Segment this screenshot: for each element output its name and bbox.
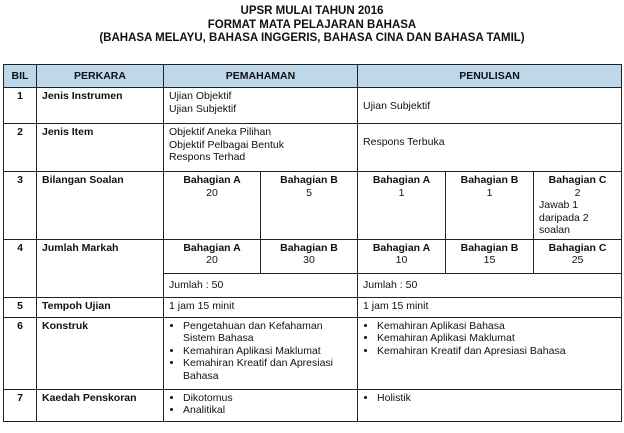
- penulisan-bahagian-a: [358, 172, 446, 240]
- pemahaman-cell: [164, 317, 358, 389]
- title-line-3: (BAHASA MELAYU, BAHASA INGGERIS, BAHASA CINA DAN BAHASA TAMIL): [99, 32, 525, 44]
- section-value: 15: [483, 254, 496, 266]
- list-item: • Kemahiran Kreatif dan Apresiasi Bahasa: [183, 357, 352, 382]
- row-label: Bilangan Soalan: [37, 172, 164, 240]
- section-label: Bahagian B: [280, 174, 338, 186]
- table-row: [4, 124, 622, 172]
- pemahaman-cell: [164, 389, 358, 421]
- header-penulisan: PENULISAN: [358, 65, 622, 88]
- section-value: 2: [574, 186, 581, 199]
- header-perkara: PERKARA: [37, 65, 164, 88]
- cell-line: Ujian Subjektif: [169, 102, 237, 115]
- section-label: Bahagian C: [548, 174, 607, 186]
- row-number: 5: [4, 297, 37, 317]
- bullet-list: [169, 320, 352, 383]
- row-label: Tempoh Ujian: [37, 297, 164, 317]
- penulisan-cell: [358, 317, 622, 389]
- row-label: Jumlah Markah: [37, 239, 164, 297]
- table-row: [4, 239, 622, 273]
- section-value: 1: [398, 186, 405, 199]
- pemahaman-bahagian-a: [164, 172, 261, 240]
- list-item: • Kemahiran Kreatif dan Apresiasi Bahasa: [377, 345, 616, 358]
- table-row: [4, 88, 622, 124]
- list-item: • Kemahiran Aplikasi Maklumat: [183, 345, 352, 358]
- row-number: 4: [4, 239, 37, 297]
- header-pemahaman: PEMAHAMAN: [164, 65, 358, 88]
- document-header: [0, 5, 624, 46]
- table-row: [4, 389, 622, 421]
- list-item: • Kemahiran Aplikasi Bahasa: [377, 320, 616, 333]
- penulisan-bahagian-c: [534, 239, 622, 273]
- penulisan-cell: Ujian Subjektif: [358, 88, 622, 124]
- table-row: [4, 317, 622, 389]
- section-label: Bahagian B: [460, 174, 519, 186]
- list-item: • Holistik: [377, 392, 616, 405]
- list-item: • Dikotomus: [183, 392, 352, 405]
- bullet-list: [363, 320, 616, 358]
- cell-line: Ujian Objektif: [169, 90, 232, 102]
- pemahaman-bahagian-a: [164, 239, 261, 273]
- title-line-1: UPSR MULAI TAHUN 2016: [240, 5, 384, 17]
- cell-line: Objektif Aneka Pilihan: [169, 126, 272, 138]
- pemahaman-cell: 1 jam 15 minit: [164, 297, 358, 317]
- row-label: Konstruk: [37, 317, 164, 389]
- section-value: 1: [486, 186, 493, 199]
- table-row: [4, 172, 622, 240]
- penulisan-bahagian-b: [446, 172, 534, 240]
- section-value: 25: [571, 254, 584, 266]
- section-value: 10: [395, 254, 408, 266]
- format-table: [3, 64, 622, 422]
- cell-line: Objektif Pelbagai Bentuk: [169, 138, 284, 151]
- section-value: 30: [303, 254, 315, 266]
- penulisan-total: Jumlah : 50: [358, 273, 622, 297]
- table-header-row: [4, 65, 622, 88]
- pemahaman-cell: [164, 88, 358, 124]
- list-item: • Kemahiran Aplikasi Maklumat: [377, 332, 616, 345]
- section-note: soalan: [539, 224, 570, 236]
- pemahaman-bahagian-b: [261, 239, 358, 273]
- section-note: daripada 2: [539, 211, 589, 224]
- penulisan-bahagian-c: [534, 172, 622, 240]
- cell-line: Respons Terhad: [169, 151, 246, 163]
- penulisan-bahagian-a: [358, 239, 446, 273]
- row-label: Kaedah Penskoran: [37, 389, 164, 421]
- section-note: Jawab 1: [539, 199, 579, 211]
- penulisan-cell: [358, 389, 622, 421]
- section-label: Bahagian B: [280, 241, 338, 254]
- title-line-2: FORMAT MATA PELAJARAN BAHASA: [207, 18, 417, 31]
- row-number: 7: [4, 389, 37, 421]
- pemahaman-bahagian-b: [261, 172, 358, 240]
- section-value: 20: [206, 254, 218, 266]
- section-label: Bahagian A: [372, 241, 431, 254]
- section-value: 20: [206, 186, 218, 199]
- penulisan-bahagian-b: [446, 239, 534, 273]
- section-label: Bahagian B: [460, 241, 519, 254]
- header-bil: BIL: [4, 65, 37, 88]
- table-row: [4, 297, 622, 317]
- section-label: Bahagian A: [183, 241, 241, 254]
- row-number: 3: [4, 172, 37, 240]
- bullet-list: [169, 392, 352, 417]
- row-number: 6: [4, 317, 37, 389]
- penulisan-cell: 1 jam 15 minit: [358, 297, 622, 317]
- penulisan-cell: Respons Terbuka: [358, 124, 622, 172]
- pemahaman-total: Jumlah : 50: [164, 273, 358, 297]
- section-label: Bahagian C: [548, 241, 607, 254]
- row-label: Jenis Item: [37, 124, 164, 172]
- pemahaman-cell: [164, 124, 358, 172]
- section-label: Bahagian A: [183, 174, 241, 186]
- bullet-list: [363, 392, 616, 405]
- row-number: 1: [4, 88, 37, 124]
- list-item: • Analitikal: [183, 404, 352, 417]
- section-value: 5: [306, 186, 312, 199]
- section-label: Bahagian A: [372, 174, 431, 186]
- row-label: Jenis Instrumen: [37, 88, 164, 124]
- row-number: 2: [4, 124, 37, 172]
- list-item: • Pengetahuan dan Kefahaman Sistem Bahasa: [183, 320, 352, 345]
